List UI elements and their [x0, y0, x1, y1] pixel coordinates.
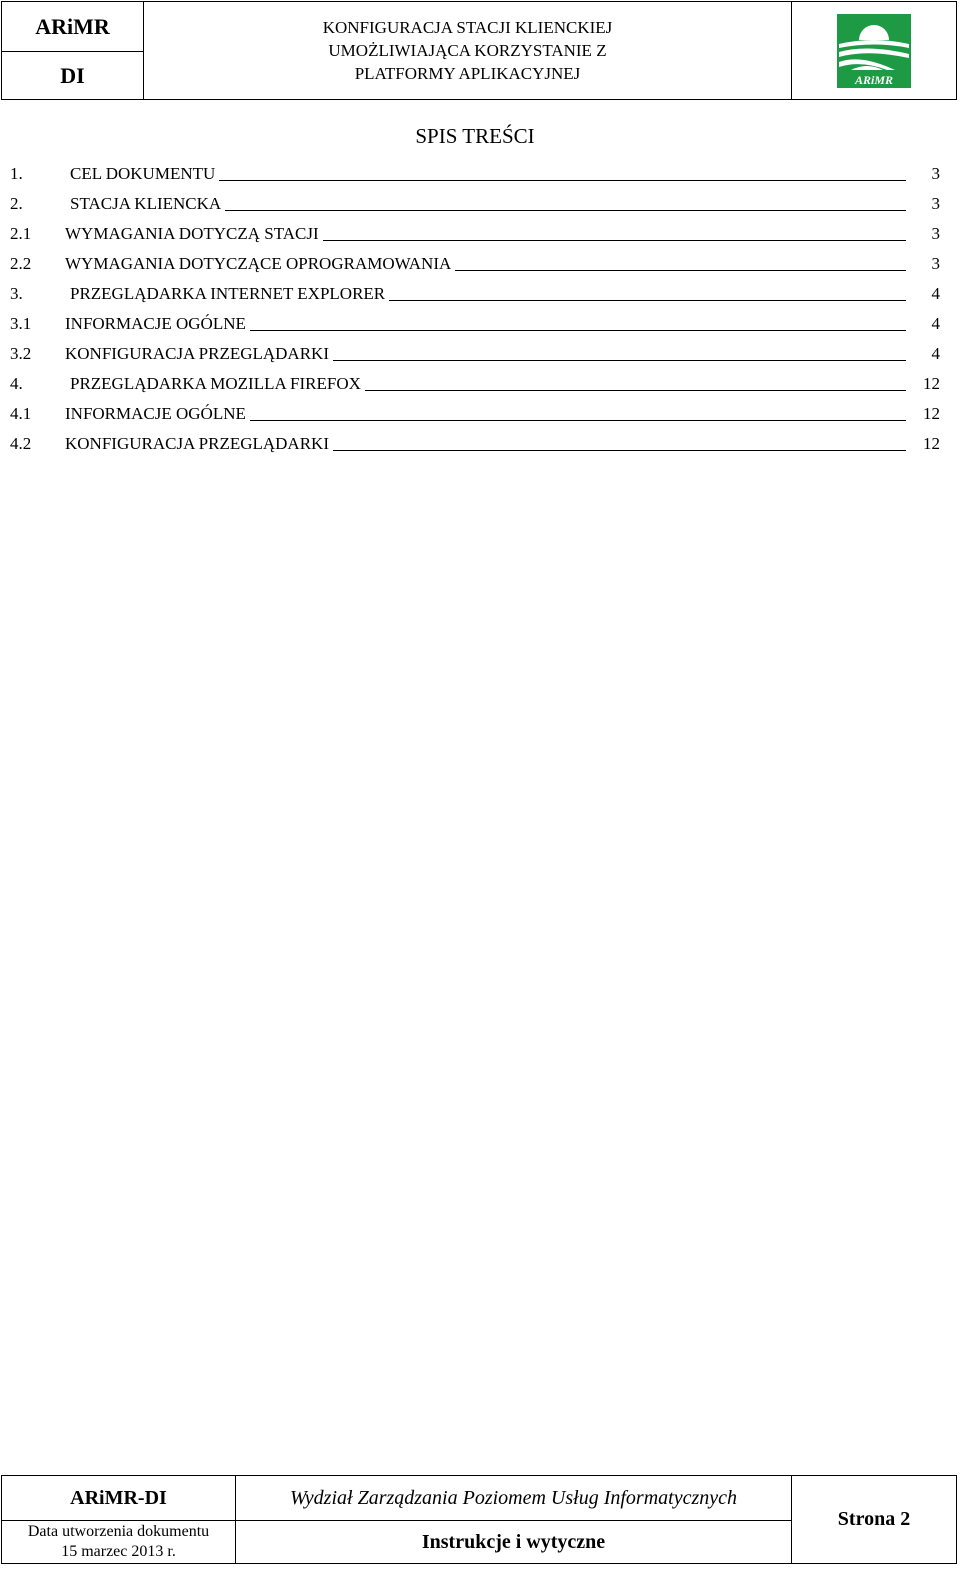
toc-entry-page: 4 [931, 284, 940, 303]
toc-entry-number: 1. [10, 164, 23, 183]
toc-title: SPIS TREŚCI [415, 124, 535, 148]
arimr-logo [837, 14, 911, 88]
footer-created [2, 1521, 235, 1563]
document-header [1, 1, 957, 100]
header-logo-cell [792, 2, 956, 99]
footer-left-cell [2, 1476, 236, 1563]
header-title [144, 2, 792, 99]
toc-entry[interactable] [10, 274, 940, 304]
footer-org-dept: ARiMR-DI [2, 1476, 235, 1521]
toc-entry-number: 2.1 [10, 224, 32, 243]
toc-entry[interactable] [10, 184, 940, 214]
toc-entry-number: 3.1 [10, 314, 32, 333]
toc-entry-number: 2. [10, 194, 23, 213]
footer-created-date: 15 marzec 2013 r. [61, 1543, 176, 1560]
toc-leader [250, 420, 906, 421]
toc-entry-page: 4 [931, 344, 940, 363]
toc-entry-page: 4 [931, 314, 940, 333]
table-of-contents [10, 154, 940, 454]
toc-leader [219, 180, 906, 181]
toc-entry[interactable] [10, 394, 940, 424]
toc-entry-title: KONFIGURACJA PRZEGLĄDARKI [65, 434, 329, 453]
toc-entry[interactable] [10, 334, 940, 364]
toc-leader [323, 240, 906, 241]
toc-leader [455, 270, 906, 271]
toc-entry-page: 3 [931, 254, 940, 273]
header-org: ARiMR [2, 2, 143, 52]
toc-entry[interactable] [10, 364, 940, 394]
toc-entry-page: 12 [923, 374, 940, 393]
toc-leader [250, 330, 906, 331]
toc-entry[interactable] [10, 424, 940, 454]
toc-entry[interactable] [10, 244, 940, 274]
toc-entry-number: 4.1 [10, 404, 32, 423]
header-title-line: PLATFORMY APLIKACYJNEJ [354, 64, 581, 83]
toc-entry-number: 2.2 [10, 254, 32, 273]
footer-middle-cell [236, 1476, 792, 1563]
header-title-line: UMOŻLIWIAJĄCA KORZYSTANIE Z [328, 41, 607, 60]
toc-entry-title: CEL DOKUMENTU [70, 164, 216, 183]
footer-page-number: Strona 2 [837, 1508, 911, 1530]
toc-leader [365, 390, 906, 391]
footer-created-label: Data utworzenia dokumentu [27, 1523, 210, 1540]
header-org-cell [2, 2, 144, 99]
document-footer [1, 1475, 957, 1564]
toc-entry-title: WYMAGANIA DOTYCZĄ STACJI [65, 224, 319, 243]
toc-entry-number: 4. [10, 374, 23, 393]
toc-entry-page: 3 [931, 224, 940, 243]
toc-entry-number: 3.2 [10, 344, 32, 363]
toc-leader [389, 300, 906, 301]
header-title-line: KONFIGURACJA STACJI KLIENCKIEJ [322, 18, 613, 37]
header-dept: DI [60, 62, 85, 88]
footer-unit: Wydział Zarządzania Poziomem Usług Informatycznych [236, 1476, 791, 1521]
toc-entry-title: INFORMACJE OGÓLNE [65, 314, 246, 333]
toc-entry-page: 12 [923, 434, 940, 453]
toc-entry-number: 4.2 [10, 434, 32, 453]
toc-leader [333, 360, 906, 361]
toc-entry[interactable] [10, 304, 940, 334]
toc-entry-title: STACJA KLIENCKA [70, 194, 222, 213]
logo-text: ARiMR [854, 72, 894, 87]
toc-leader [225, 210, 906, 211]
toc-entry-title: WYMAGANIA DOTYCZĄCE OPROGRAMOWANIA [65, 254, 452, 273]
toc-entry-number: 3. [10, 284, 23, 303]
footer-doc-type: Instrukcje i wytyczne [421, 1530, 606, 1553]
toc-entry-page: 12 [923, 404, 940, 423]
toc-leader [333, 450, 906, 451]
toc-entry-title: PRZEGLĄDARKA INTERNET EXPLORER [70, 284, 386, 303]
toc-entry[interactable] [10, 154, 940, 184]
toc-entry-title: KONFIGURACJA PRZEGLĄDARKI [65, 344, 329, 363]
toc-entry-title: INFORMACJE OGÓLNE [65, 404, 246, 423]
toc-entry-title: PRZEGLĄDARKA MOZILLA FIREFOX [70, 374, 361, 393]
toc-entry-page: 3 [931, 194, 940, 213]
toc-entry-page: 3 [931, 164, 940, 183]
toc-entry[interactable] [10, 214, 940, 244]
